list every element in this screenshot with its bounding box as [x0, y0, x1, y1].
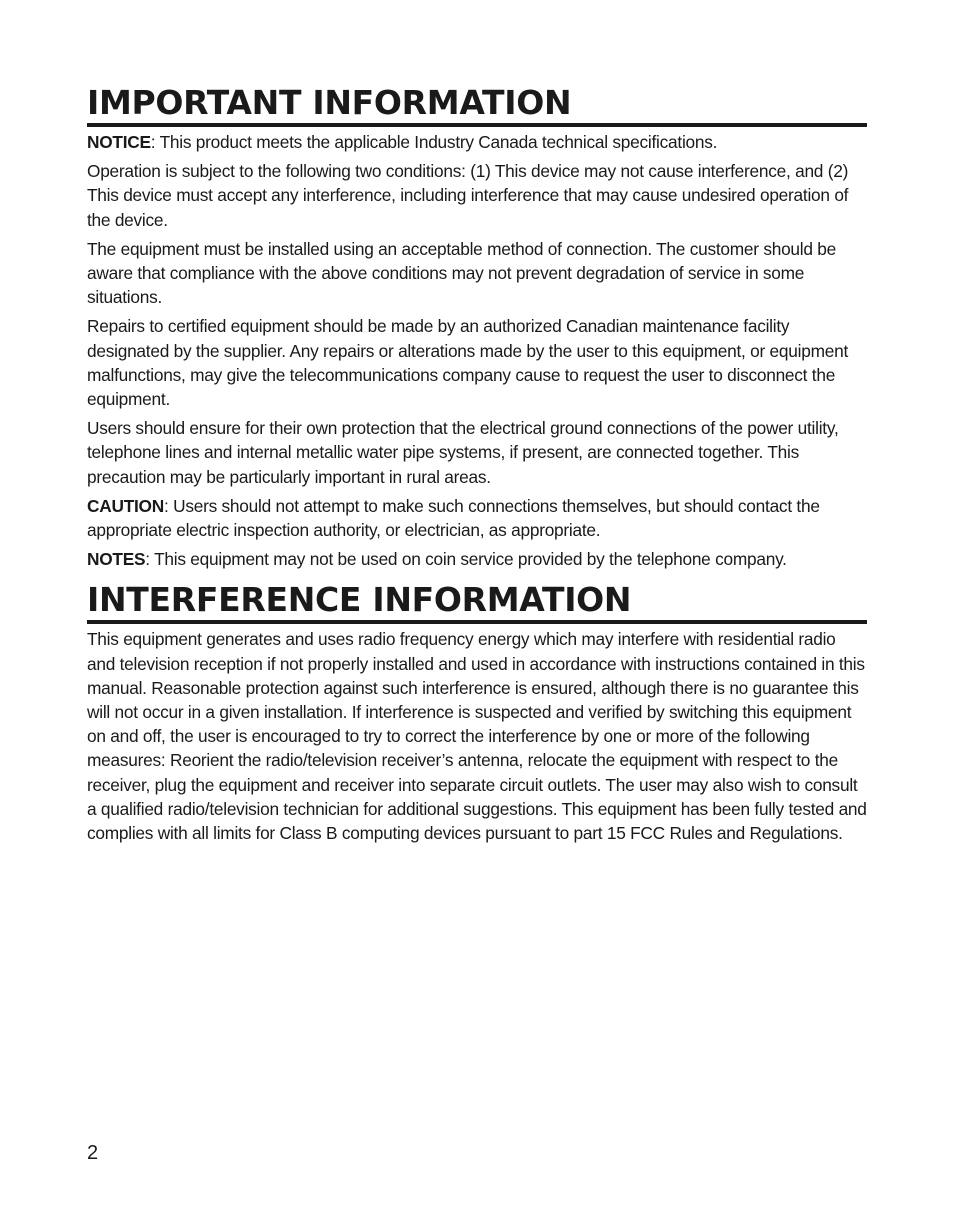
caution-text: : Users should not attempt to make such connections themselves, but should contact the appropriate electric inspection authority, or electrician, as appropriate. — [87, 495, 820, 541]
notice-paragraph — [87, 130, 867, 154]
notice-text: : This product meets the applicable Industry Canada technical specifications. — [150, 132, 718, 152]
notes-paragraph — [87, 547, 867, 571]
notice-label: NOTICE — [87, 132, 151, 152]
important-information-heading: IMPORTANT INFORMATION — [87, 84, 867, 127]
conditions-paragraph: Operation is subject to the following two conditions: (1) This device may not cause interference, and (2) This device must accept any interference, including interference that may cause undesired operation of the device. — [87, 161, 849, 230]
caution-paragraph — [87, 494, 867, 542]
interference-paragraph: This equipment generates and uses radio frequency energy which may interfere with residential radio and television reception if not properly installed and used in accordance with instructions contained in this manual. Reasonable protection against such interference is ensured, although there is no guarantee this will not occur in a given installation. If interference is suspected and verified by switching this equipment on and off, the user is encouraged to try to correct the interference by one or more of the following measures: Reorient the radio/television receiver’s antenna, relocate the equipment with respect to the receiver, plug the equipment and receiver into separate circuit outlets. The user may also wish to consult a qualified radio/television technician for additional suggestions. This equipment has been fully tested and complies with all limits for Class B computing devices pursuant to part 15 FCC Rules and Regulations. — [87, 629, 867, 844]
page-number: 2 — [87, 1142, 99, 1164]
notes-text: : This equipment may not be used on coin service provided by the telephone company. — [145, 549, 787, 570]
installation-paragraph: The equipment must be installed using an acceptable method of connection. The customer should be aware that compliance with the above conditions may not prevent degradation of service in some situations. — [87, 238, 837, 308]
interference-information-heading: INTERFERENCE INFORMATION — [87, 581, 867, 624]
ground-paragraph: Users should ensure for their own protection that the electrical ground connections of the power utility, telephone lines and internal metallic water pipe systems, if present, are connected together. This precaution may be particularly important in rural areas. — [87, 418, 839, 487]
caution-label: CAUTION — [87, 495, 164, 516]
notes-label: NOTES — [87, 549, 146, 570]
repairs-paragraph: Repairs to certified equipment should be made by an authorized Canadian maintenance facility designated by the supplier. Any repairs or alterations made by the user to this equipment, or equipment malfunctions, may give the telecommunications company cause to request the user to disconnect the equipment. — [87, 316, 849, 410]
page-content — [87, 84, 867, 850]
